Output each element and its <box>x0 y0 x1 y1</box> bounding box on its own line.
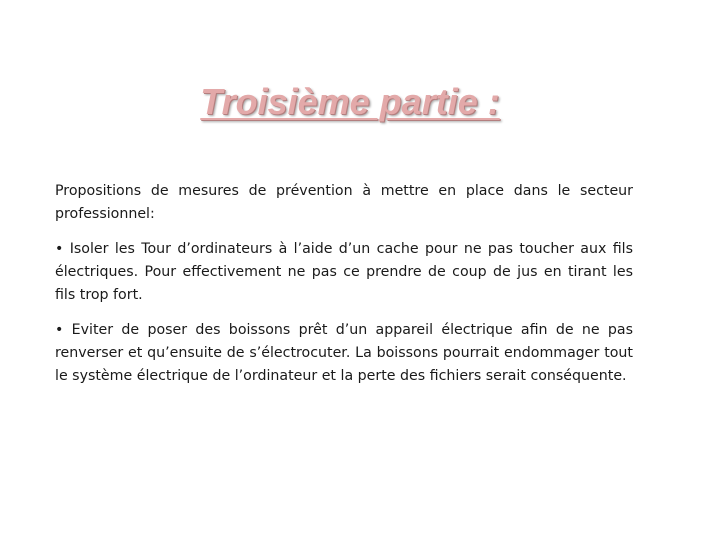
slide-title: Troisième partie : <box>200 81 500 122</box>
slide-body <box>55 180 633 400</box>
intro-paragraph: Propositions de mesures de prévention à mettre en place dans le secteur professionnel: <box>55 183 633 222</box>
bullet-paragraph-1: • Isoler les Tour d’ordinateurs à l’aide d’un cache pour ne pas toucher aux fils électriques. Pour effectivement ne pas ce prendre de coup de jus en tirant les fils trop fort. <box>55 241 633 303</box>
bullet-paragraph-2: • Eviter de poser des boissons prêt d’un appareil électrique afin de ne pas renverser et qu’ensuite de s’électrocuter. La boissons pourrait endommager tout le système électrique de l’ordinateur et la perte des fichiers serait conséquente. <box>55 322 633 384</box>
